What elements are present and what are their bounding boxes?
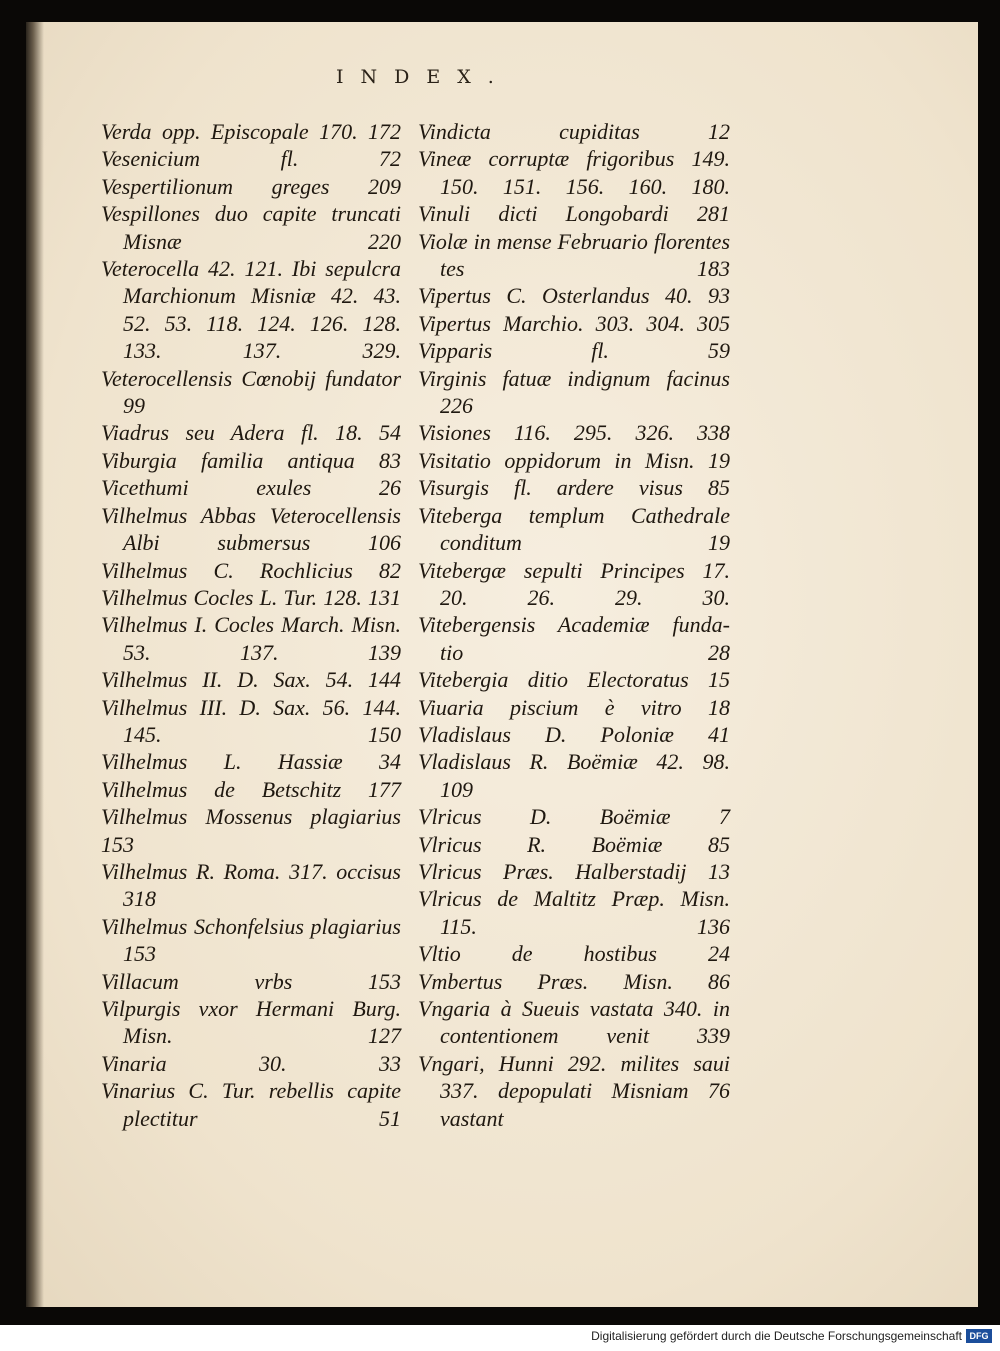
index-entry-line: Vngaria à Sueuis vastata 340. in xyxy=(418,996,730,1021)
index-entry-line: 109 xyxy=(440,776,473,802)
index-entry xyxy=(101,968,401,995)
index-entry-line: vastant xyxy=(440,1105,504,1131)
index-entry xyxy=(101,447,401,474)
index-entry-line: Viburgia familia antiqua 83 xyxy=(101,447,401,473)
index-entry xyxy=(101,365,401,420)
index-entry xyxy=(418,118,730,145)
index-entry xyxy=(101,1077,401,1132)
index-entry xyxy=(101,255,401,365)
index-entry xyxy=(418,337,730,364)
index-entry-line: Vitebergensis Academiæ funda- xyxy=(418,612,730,638)
index-entry xyxy=(101,145,401,172)
index-entry-line: 318 xyxy=(123,886,156,912)
index-entry-line: Veterocellensis Cœnobij fundator xyxy=(101,365,401,391)
index-entry xyxy=(101,173,401,200)
index-column-left xyxy=(101,118,401,1132)
index-entry xyxy=(418,310,730,337)
index-entry-line: Vilhelmus de Betschitz 177 xyxy=(101,776,401,802)
index-entry-line: 153 xyxy=(123,941,156,967)
index-entry xyxy=(101,200,401,255)
index-entry xyxy=(418,557,730,612)
index-entry-line: Vilhelmus II. D. Sax. 54. 144 xyxy=(101,667,401,693)
index-entry-line: Vladislaus D. Poloniæ 41 xyxy=(418,721,730,747)
index-entry-line: Vlricus Præs. Halberstadij 13 xyxy=(418,858,730,884)
index-entry-line: Vipertus Marchio. 303. 304. 305 xyxy=(418,310,730,336)
index-entry-line: Villacum vrbs 153 xyxy=(101,968,401,994)
index-entry xyxy=(101,694,401,749)
index-entry-line: 145. 150 xyxy=(123,721,401,747)
index-entry xyxy=(101,1050,401,1077)
index-entry xyxy=(418,282,730,309)
index-entry xyxy=(418,666,730,693)
index-entry-line: Violæ in mense Februario florentes xyxy=(418,228,730,254)
index-entry-line: Vilhelmus III. D. Sax. 56. 144. xyxy=(101,694,401,720)
index-entry-line: plectitur 51 xyxy=(123,1105,401,1131)
dfg-logo: DFG xyxy=(966,1329,992,1343)
index-entry-line: Vladislaus R. Boëmiæ 42. 98. xyxy=(418,749,730,775)
index-entry-line: Vespillones duo capite truncati xyxy=(101,201,401,227)
index-entry-line: 133. 137. 329. xyxy=(123,338,401,364)
index-entry xyxy=(418,1050,730,1132)
index-entry xyxy=(418,748,730,803)
index-entry-line: Vicethumi exules 26 xyxy=(101,475,401,501)
index-entry-line: Vinaria 30. 33 xyxy=(101,1050,401,1076)
index-entry xyxy=(418,940,730,967)
index-entry xyxy=(101,666,401,693)
index-entry-line: Viuaria piscium è vitro 18 xyxy=(418,694,730,720)
index-entry-line: Vipertus C. Osterlandus 40. 93 xyxy=(418,283,730,309)
page-header: INDEX. xyxy=(336,66,511,88)
index-entry-line: Misnæ 220 xyxy=(123,228,401,254)
index-entry-line: Vipparis fl. 59 xyxy=(418,338,730,364)
index-entry xyxy=(418,803,730,830)
index-entry-line: Vilhelmus R. Roma. 317. occisus xyxy=(101,858,401,884)
index-entry xyxy=(101,502,401,557)
index-entry xyxy=(418,858,730,885)
index-entry-line: Vespertilionum greges 209 xyxy=(101,173,401,199)
index-entry-line: Vilhelmus C. Rochlicius 82 xyxy=(101,557,401,583)
index-entry-line: Vngari, Hunni 292. milites saui xyxy=(418,1050,730,1076)
index-entry-line: Vindicta cupiditas 12 xyxy=(418,119,730,144)
index-entry-line: contentionem venit 339 xyxy=(440,1023,730,1049)
index-entry-line: Vmbertus Præs. Misn. 86 xyxy=(418,968,730,994)
index-entry-line: tio 28 xyxy=(440,639,730,665)
index-entry-line: Vlricus R. Boëmiæ 85 xyxy=(418,831,730,857)
index-entry xyxy=(101,419,401,446)
index-entry xyxy=(101,748,401,775)
index-entry xyxy=(418,474,730,501)
index-entry-line: 115. 136 xyxy=(440,913,730,939)
index-entry-line: 53. 137. 139 xyxy=(123,639,401,665)
index-entry xyxy=(101,913,401,968)
index-entry-line: Marchionum Misniæ 42. 43. xyxy=(123,283,401,309)
index-entry xyxy=(101,858,401,913)
index-entry-line: Vineæ corruptæ frigoribus 149. xyxy=(418,146,730,172)
index-entry-line: Vinarius C. Tur. rebellis capite xyxy=(101,1078,401,1104)
index-entry xyxy=(418,228,730,283)
index-entry-line: 337. depopulati Misniam 76 xyxy=(440,1078,730,1104)
index-entry-line: Vlricus de Maltitz Præp. Misn. xyxy=(418,886,730,912)
index-entry-line: 99 xyxy=(123,393,145,419)
index-entry-line: Visiones 116. 295. 326. 338 xyxy=(418,420,730,446)
index-entry xyxy=(101,995,401,1050)
index-entry xyxy=(101,557,401,584)
index-entry-line: Vinuli dicti Longobardi 281 xyxy=(418,201,730,227)
index-entry xyxy=(418,200,730,227)
index-entry-line: Vilpurgis vxor Hermani Burg. xyxy=(101,996,401,1021)
index-entry-line: Visitatio oppidorum in Misn. 19 xyxy=(418,447,730,473)
index-entry xyxy=(418,831,730,858)
index-entry xyxy=(101,584,401,611)
index-entry xyxy=(418,502,730,557)
index-entry xyxy=(101,118,401,145)
book-page xyxy=(26,22,978,1307)
index-entry xyxy=(418,995,730,1050)
index-entry-line: conditum 19 xyxy=(440,530,730,556)
index-entry xyxy=(418,419,730,446)
index-entry xyxy=(101,474,401,501)
index-entry-line: Vesenicium fl. 72 xyxy=(101,146,401,172)
index-entry-line: Virginis fatuæ indignum facinus xyxy=(418,365,730,391)
index-entry xyxy=(101,803,401,858)
index-entry-line: Vilhelmus Schonfelsius plagiarius xyxy=(101,913,401,939)
index-entry xyxy=(418,968,730,995)
index-entry-line: Viadrus seu Adera fl. 18. 54 xyxy=(101,420,401,446)
index-entry-line: Vilhelmus I. Cocles March. Misn. xyxy=(101,612,401,638)
index-entry-line: Verda opp. Episcopale 170. 172 xyxy=(101,119,401,144)
index-entry-line: 20. 26. 29. 30. xyxy=(440,584,730,610)
index-entry xyxy=(418,721,730,748)
index-entry xyxy=(101,611,401,666)
index-entry-line: 150. 151. 156. 160. 180. xyxy=(440,173,730,199)
index-entry xyxy=(418,365,730,420)
index-entry-line: 52. 53. 118. 124. 126. 128. xyxy=(123,310,401,336)
index-entry xyxy=(418,885,730,940)
index-entry-line: Vlricus D. Boëmiæ 7 xyxy=(418,804,730,830)
index-entry-line: Vilhelmus L. Hassiæ 34 xyxy=(101,749,401,775)
footer-bar xyxy=(0,1325,1000,1351)
funding-credit: Digitalisierung gefördert durch die Deutsche Forschungsgemeinschaft xyxy=(591,1329,962,1343)
index-entry-line: Vltio de hostibus 24 xyxy=(418,941,730,967)
index-entry-line: Vitebergia ditio Electoratus 15 xyxy=(418,667,730,693)
index-entry-line: Visurgis fl. ardere visus 85 xyxy=(418,475,730,501)
index-entry-line: Vitebergæ sepulti Principes 17. xyxy=(418,557,730,583)
index-entry-line: Vilhelmus Abbas Veterocellensis xyxy=(101,502,401,528)
index-entry xyxy=(418,694,730,721)
index-column-right xyxy=(418,118,730,1132)
index-entry-line: Veterocella 42. 121. Ibi sepulcra xyxy=(101,256,401,282)
index-entry-line: Viteberga templum Cathedrale xyxy=(418,502,730,528)
index-entry xyxy=(418,447,730,474)
index-entry-line: Vilhelmus Mossenus plagiarius 153 xyxy=(101,804,401,857)
index-entry-line: tes 183 xyxy=(440,256,730,282)
index-entry xyxy=(418,145,730,200)
index-entry xyxy=(101,776,401,803)
index-entry-line: Albi submersus 106 xyxy=(123,530,401,556)
index-entry-line: 226 xyxy=(440,393,473,419)
index-entry xyxy=(418,611,730,666)
index-entry-line: Vilhelmus Cocles L. Tur. 128. 131 xyxy=(101,584,401,610)
index-entry-line: Misn. 127 xyxy=(123,1023,401,1049)
